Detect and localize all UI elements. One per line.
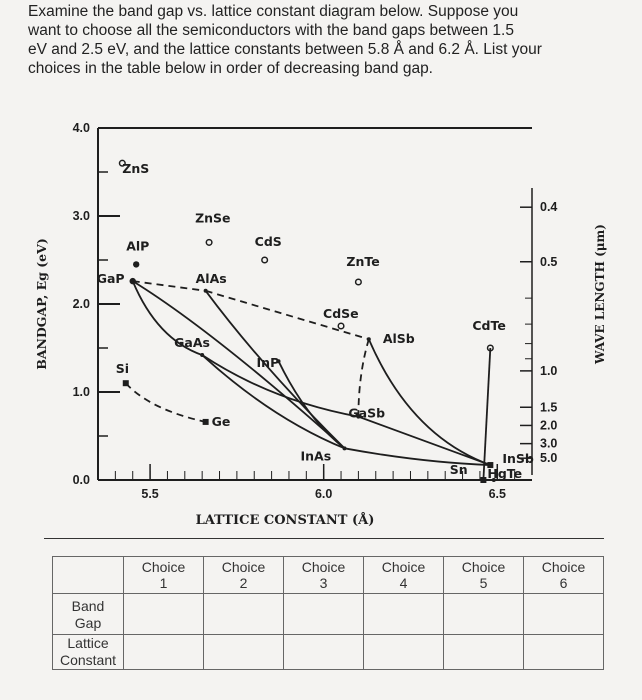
y-tick-label: 4.0: [72, 121, 90, 135]
answer-cell[interactable]: [204, 594, 284, 635]
label-alsb: AlSb: [382, 331, 415, 347]
y2-tick-label: 5.0: [540, 451, 558, 466]
table-row-band-gap: [53, 594, 604, 635]
answer-cell[interactable]: [284, 594, 364, 635]
question-line: Examine the band gap vs. lattice constant diagram below. Suppose you: [28, 3, 519, 20]
label-hgte: HgTe: [487, 466, 523, 481]
data-points: [120, 160, 496, 483]
label-zns: ZnS: [122, 161, 150, 177]
x-tick-label: 6.5: [488, 487, 506, 501]
label-alp: AlP: [126, 238, 150, 254]
answer-cell[interactable]: [444, 594, 524, 635]
label-si: Si: [115, 361, 130, 377]
table-header-choice-2: Choice 2: [204, 557, 284, 594]
table-header-choice-5: Choice 5: [444, 557, 524, 594]
point-gap: [130, 278, 136, 284]
x-tick-label: 6.0: [314, 487, 333, 501]
y2-tick-label: 0.4: [540, 200, 558, 215]
x-tick-label: 5.5: [141, 487, 159, 501]
label-cds: CdS: [254, 234, 282, 249]
divider-line: [44, 538, 604, 539]
alloy-line: [483, 348, 490, 480]
row-label-lattice-constant: Lattice Constant: [53, 635, 124, 670]
y2-tick-label: 0.5: [540, 254, 558, 269]
point-inas: [343, 446, 347, 450]
label-insb: InSb: [502, 451, 534, 467]
x-axis-title: LATTICE CONSTANT (Å): [195, 513, 375, 528]
label-ge: Ge: [211, 413, 231, 429]
answer-cell[interactable]: [124, 635, 204, 670]
alloy-line-indirect: [126, 383, 206, 422]
point-znte: [356, 279, 362, 285]
answer-cell[interactable]: [204, 635, 284, 670]
label-inas: InAs: [300, 448, 332, 464]
question-text: [28, 2, 628, 78]
answer-table: [52, 556, 604, 670]
chart-frame: [98, 128, 532, 480]
y2-tick-label: 3.0: [540, 436, 558, 451]
label-znse: ZnSe: [195, 210, 231, 226]
label-inp: InP: [256, 355, 280, 371]
answer-cell[interactable]: [524, 635, 604, 670]
label-cdse: CdSe: [323, 306, 359, 321]
table-header-choice-6: Choice 6: [524, 557, 604, 594]
answer-cell[interactable]: [124, 594, 204, 635]
y2-tick-label: 1.5: [540, 400, 558, 415]
y-tick-label: 0.0: [72, 473, 90, 487]
label-gaas: GaAs: [174, 335, 210, 351]
label-gap: GaP: [96, 271, 125, 287]
question-line: choices in the table below in order of decreasing band gap.: [28, 60, 433, 77]
point-ge: [203, 419, 209, 425]
point-cds: [262, 257, 268, 263]
y-tick-label: 2.0: [72, 297, 90, 311]
table-header-row: [53, 557, 604, 594]
answer-cell[interactable]: [444, 635, 524, 670]
table-header-choice-1: Choice 1: [124, 557, 204, 594]
point-cdse: [338, 323, 344, 329]
point-alsb: [367, 337, 371, 341]
table-header-choice-3: Choice 3: [284, 557, 364, 594]
data-labels: [97, 161, 534, 481]
table-corner: [53, 557, 124, 594]
y-tick-label: 1.0: [72, 385, 90, 399]
label-znte: ZnTe: [346, 254, 380, 269]
bandgap-diagram: [0, 110, 642, 540]
label-cdte: CdTe: [472, 318, 506, 333]
row-label-band-gap: Band Gap: [53, 594, 124, 635]
answer-cell[interactable]: [364, 594, 444, 635]
axis-ticks: [98, 128, 532, 480]
point-znse: [206, 240, 212, 246]
table-header-choice-4: Choice 4: [364, 557, 444, 594]
point-gaas: [200, 353, 204, 357]
point-alas: [204, 289, 208, 293]
label-sn: Sn: [449, 462, 468, 477]
answer-cell[interactable]: [284, 635, 364, 670]
point-si: [123, 380, 129, 386]
question-line: want to choose all the semiconductors with the band gaps between 1.5: [28, 22, 514, 39]
point-alp: [133, 261, 139, 267]
y2-tick-label: 1.0: [540, 363, 558, 378]
label-alas: AlAs: [195, 270, 227, 286]
answer-cell[interactable]: [364, 635, 444, 670]
y2-tick-label: 2.0: [540, 418, 558, 433]
alloy-line: [133, 281, 345, 448]
answer-cell[interactable]: [524, 594, 604, 635]
y-tick-label: 3.0: [72, 209, 90, 223]
question-line: eV and 2.5 eV, and the lattice constants between 5.8 Å and 6.2 Å. List your: [28, 41, 542, 58]
point-hgte: [480, 477, 486, 483]
y-axis-title: BANDGAP, Eg (eV): [34, 238, 49, 370]
label-gasb: GaSb: [348, 405, 386, 421]
table-row-lattice-constant: [53, 635, 604, 670]
alloy-line: [369, 339, 491, 465]
y2-axis-title: WAVE LENGTH (μm): [593, 224, 607, 364]
